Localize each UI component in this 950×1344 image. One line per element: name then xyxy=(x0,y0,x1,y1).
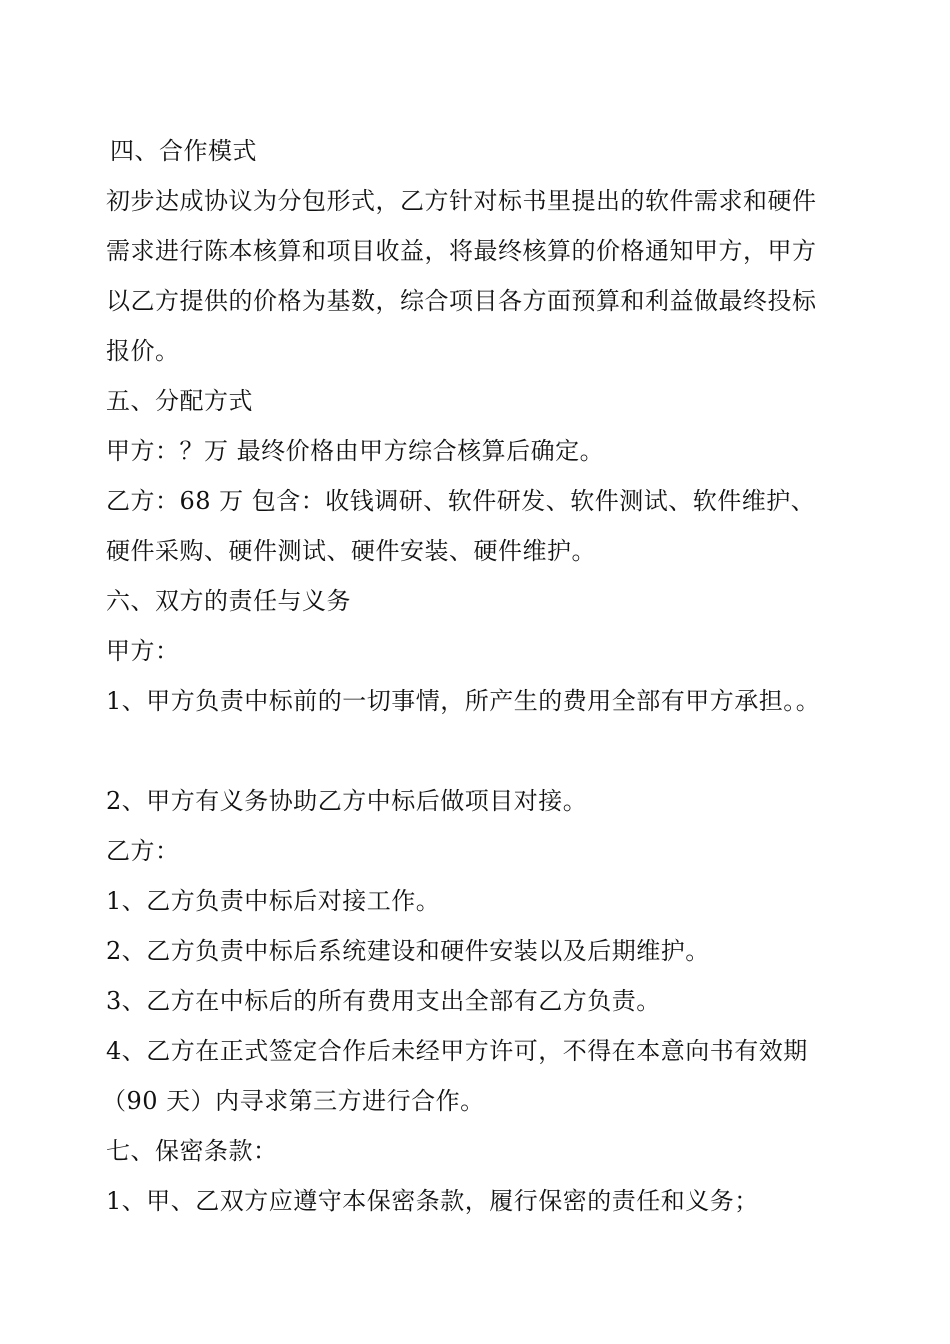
list-item-continuation: （90 天）内寻求第三方进行合作。 xyxy=(102,1087,485,1115)
list-item: 2、甲方有义务协助乙方中标后做项目对接。 xyxy=(106,787,588,815)
section-heading-responsibilities: 六、双方的责任与义务 xyxy=(106,587,351,615)
section-heading-cooperation-mode: 四、合作模式 xyxy=(110,137,257,165)
party-a-label: 甲方： xyxy=(106,637,180,665)
paragraph-line: 需求进行陈本核算和项目收益，将最终核算的价格通知甲方，甲方 xyxy=(106,237,817,265)
list-item: 1、甲方负责中标前的一切事情，所产生的费用全部有甲方承担。。 xyxy=(106,687,821,715)
party-b-share-line: 乙方：68 万 包含：收钱调研、软件研发、软件测试、软件维护、 xyxy=(106,487,816,515)
paragraph-line: 以乙方提供的价格为基数，综合项目各方面预算和利益做最终投标 xyxy=(106,287,817,315)
list-item: 1、甲、乙双方应遵守本保密条款，履行保密的责任和义务； xyxy=(106,1187,759,1215)
paragraph-line: 硬件采购、硬件测试、硬件安装、硬件维护。 xyxy=(106,537,596,565)
list-item: 3、乙方在中标后的所有费用支出全部有乙方负责。 xyxy=(106,987,661,1015)
paragraph-line: 报价。 xyxy=(106,337,180,365)
party-b-label: 乙方： xyxy=(106,837,180,865)
section-heading-confidentiality: 七、保密条款： xyxy=(106,1137,278,1165)
party-a-share-line: 甲方：？万 最终价格由甲方综合核算后确定。 xyxy=(106,437,605,465)
list-item: 1、乙方负责中标后对接工作。 xyxy=(106,887,441,915)
list-item: 2、乙方负责中标后系统建设和硬件安装以及后期维护。 xyxy=(106,937,710,965)
paragraph-line: 初步达成协议为分包形式，乙方针对标书里提出的软件需求和硬件 xyxy=(106,187,817,215)
list-item: 4、乙方在正式签定合作后未经甲方许可，不得在本意向书有效期 xyxy=(106,1037,808,1065)
section-heading-distribution: 五、分配方式 xyxy=(106,387,253,415)
